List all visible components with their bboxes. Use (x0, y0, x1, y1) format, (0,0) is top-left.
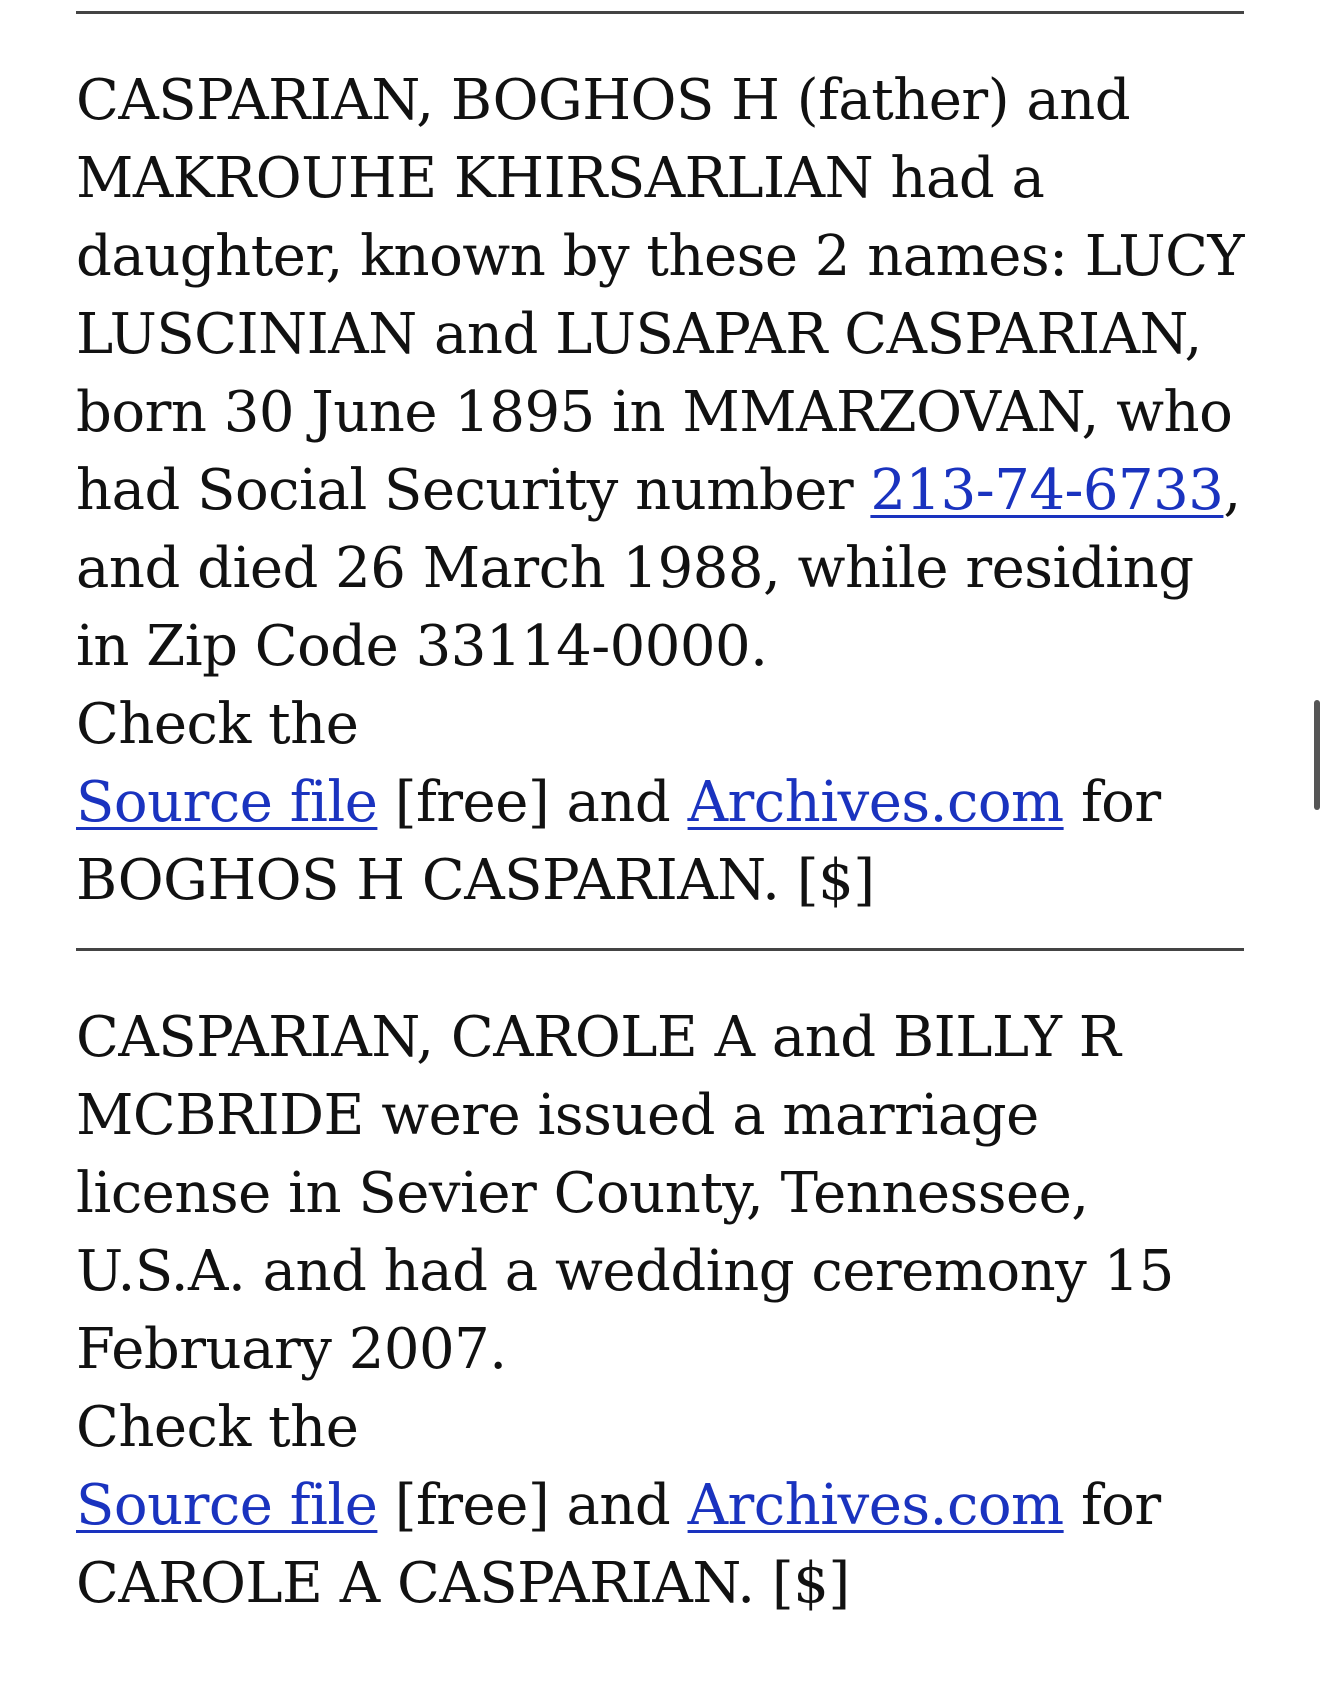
record-name: CAROLE A CASPARIAN. [$] (76, 1551, 850, 1616)
record-text-continued: , and died 26 March 1988, while residing in Zip Code 33114-0000. (76, 458, 1241, 679)
record-item (76, 14, 1244, 948)
scrollbar-thumb[interactable] (1314, 700, 1320, 810)
free-label: [free] and (377, 770, 688, 835)
record-description: CASPARIAN, CAROLE A and BILLY R MCBRIDE were issued a marriage license in Sevier County, Tennessee, U.S.A. and had a wedding ceremony 15 February 2007. (76, 1005, 1174, 1382)
archives-link[interactable]: Archives.com (687, 1473, 1064, 1538)
record-name: BOGHOS H CASPARIAN. [$] (76, 848, 875, 913)
results-page (76, 0, 1244, 1651)
source-file-link[interactable]: Source file (76, 770, 378, 835)
ssn-link[interactable]: 213-74-6733 (870, 458, 1224, 523)
for-label: for (1063, 1473, 1161, 1538)
record-description (76, 62, 1244, 686)
record-text: CASPARIAN, BOGHOS H (father) and MAKROUHE KHIRSARLIAN had a daughter, known by these 2 names: LUCY LUSCINIAN and LUSAPAR CASPARIAN, born 30 June 1895 in MMARZOVAN, who had Social Security number (76, 68, 1244, 523)
check-the-label: Check the (76, 692, 359, 757)
check-the-label: Check the (76, 1395, 359, 1460)
source-line (76, 764, 1244, 842)
for-label: for (1063, 770, 1161, 835)
free-label: [free] and (377, 1473, 688, 1538)
source-line (76, 1467, 1244, 1545)
source-file-link[interactable]: Source file (76, 1473, 378, 1538)
record-item (76, 951, 1244, 1651)
archives-link[interactable]: Archives.com (687, 770, 1064, 835)
